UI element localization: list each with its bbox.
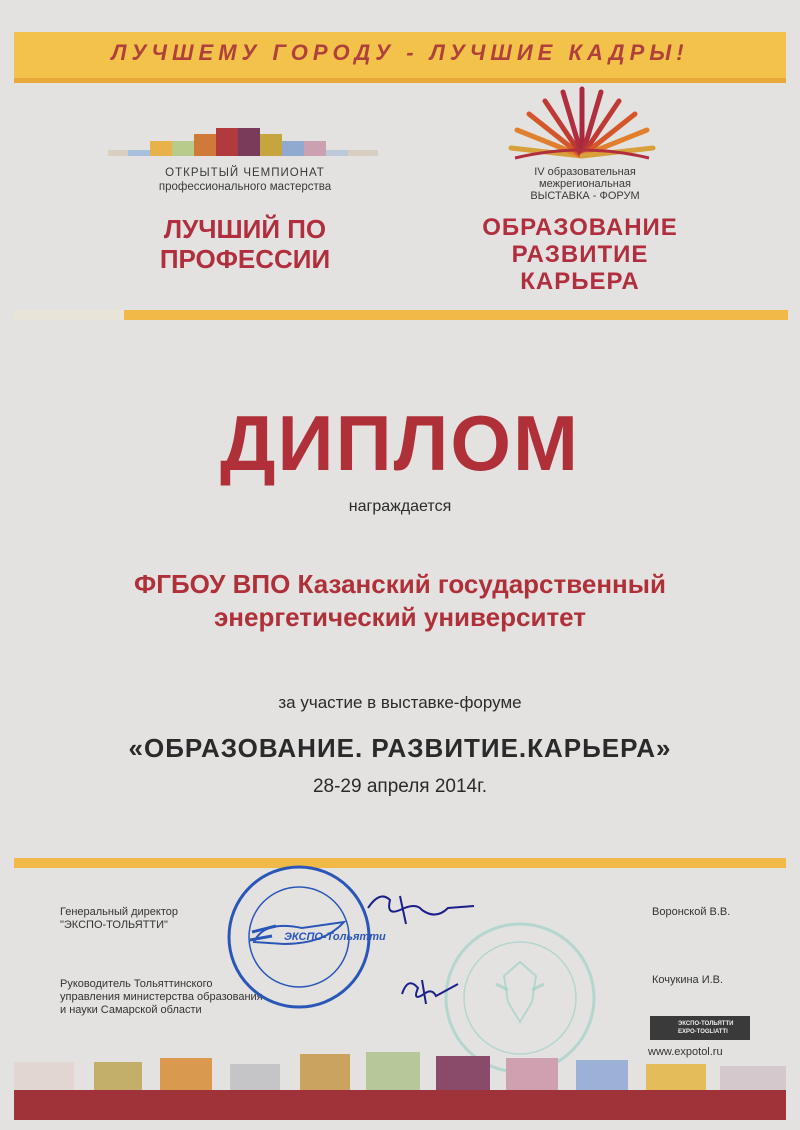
left-logo-subtitle: ОТКРЫТЫЙ ЧЕМПИОНАТ профессионального мастерства (158, 167, 332, 193)
signatory-2-title: Руководитель Тольяттинского управления министерства образования и науки Самарской области (60, 978, 263, 1016)
participation-text: за участие в выставке-форуме (278, 693, 522, 712)
recipient-name: ФГБОУ ВПО Казанский государственный энергетический университет (134, 569, 666, 632)
right-logo-title: ОБРАЗОВАНИЕ РАЗВИТИЕ КАРЬЕРА (482, 214, 678, 295)
divider-left (14, 310, 124, 320)
signatory-2-name: Кочукина И.В. (652, 974, 724, 986)
left-logo-title: ЛУЧШИЙ ПО ПРОФЕССИИ (159, 214, 331, 274)
company-stamp (224, 862, 386, 1012)
diploma-heading: ДИПЛОМ (219, 399, 581, 487)
event-dates: 28-29 апреля 2014г. (312, 776, 488, 797)
bottom-divider (14, 858, 786, 868)
footer-bar (14, 1090, 786, 1120)
awarded-text: награждается (348, 498, 452, 515)
divider (124, 310, 788, 320)
expo-togliatti-logo: ЭКСПО-ТОЛЬЯТТИ EXPO-TOGLIATTI (650, 1016, 750, 1040)
book-sunburst-icon (505, 86, 660, 162)
event-title: «ОБРАЗОВАНИЕ. РАЗВИТИЕ.КАРЬЕРА» (128, 733, 672, 763)
right-logo-subtitle: IV образовательная межрегиональная ВЫСТАВКА - ФОРУМ (530, 166, 640, 202)
signatory-1-name: Воронской В.В. (652, 906, 731, 918)
website-link[interactable]: www.expotol.ru (648, 1046, 723, 1058)
slogan: ЛУЧШЕМУ ГОРОДУ - ЛУЧШИЕ КАДРЫ! (111, 40, 689, 65)
signature-1 (360, 880, 480, 930)
signatory-1-title: Генеральный директор "ЭКСПО-ТОЛЬЯТТИ" (60, 906, 178, 931)
top-banner-strip (14, 78, 786, 83)
signature-2 (396, 970, 466, 1010)
company-stamp-text: ЭКСПО-Тольятти (284, 931, 386, 943)
